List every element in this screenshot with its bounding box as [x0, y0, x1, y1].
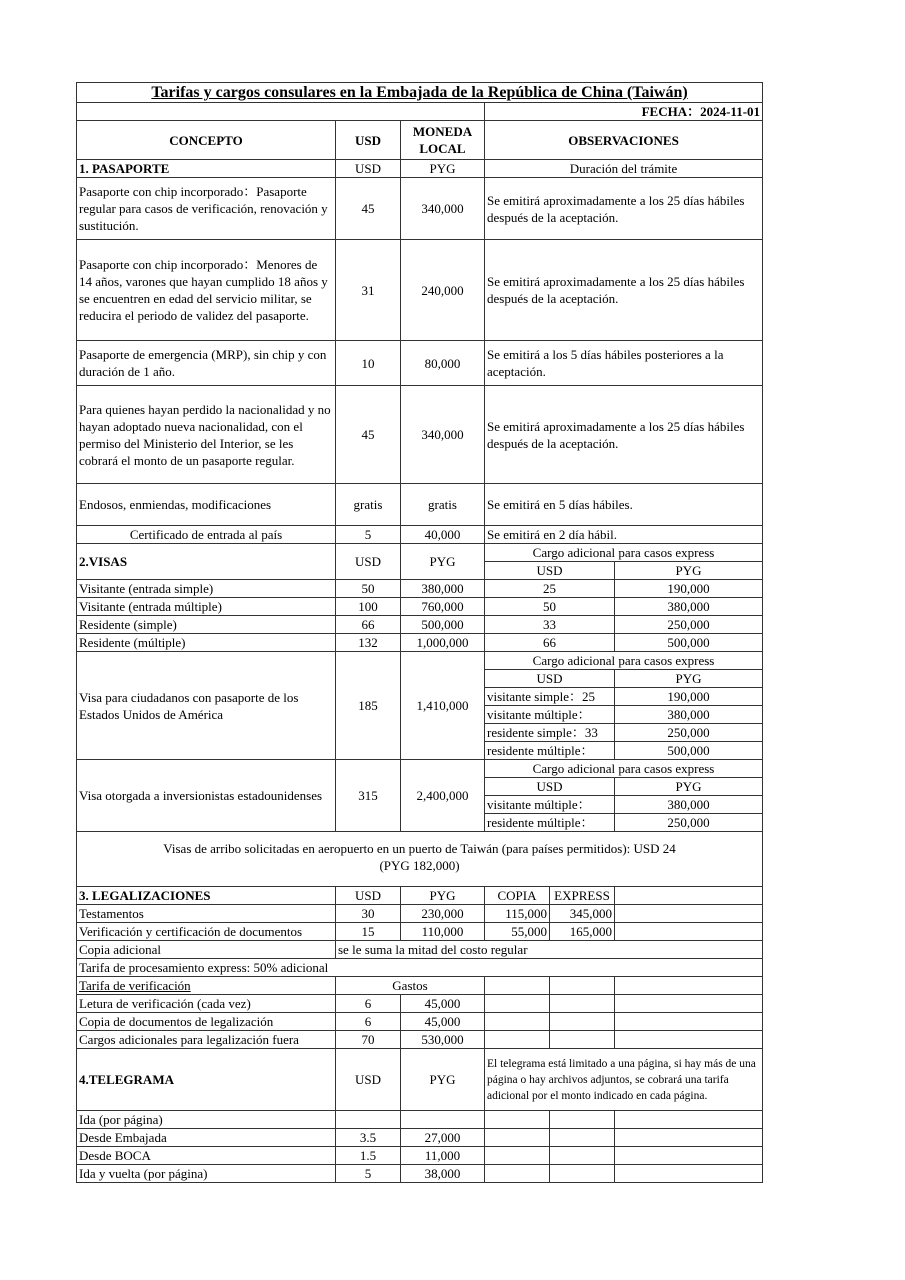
empty-cell [485, 1111, 550, 1129]
usd-cell [336, 1111, 401, 1129]
empty-cell [615, 1031, 763, 1049]
concepto-cell: Residente (múltiple) [77, 634, 336, 652]
express-pyg-header: PYG [615, 778, 763, 796]
copia-adicional-value: se le suma la mitad del costo regular [336, 941, 763, 959]
pyg-cell: 110,000 [401, 923, 485, 941]
usd-cell: 70 [336, 1031, 401, 1049]
express-pyg-cell: 250,000 [615, 616, 763, 634]
section-legalizaciones: 3. LEGALIZACIONES [77, 887, 336, 905]
usd-cell: 45 [336, 386, 401, 484]
table-row [77, 1031, 763, 1049]
express-title: Cargo adicional para casos express [485, 544, 763, 562]
table-row [77, 941, 763, 959]
pyg-cell: 27,000 [401, 1129, 485, 1147]
header-moneda-local: MONEDA LOCAL [401, 121, 485, 160]
usd-cell: 315 [336, 760, 401, 832]
table-row [77, 580, 763, 598]
concepto-cell: Ida (por página) [77, 1111, 336, 1129]
table-row [77, 341, 763, 386]
usd-cell: 66 [336, 616, 401, 634]
empty-cell [550, 977, 615, 995]
express-note: Tarifa de procesamiento express: 50% adicional [77, 959, 763, 977]
express-pyg-header: PYG [615, 670, 763, 688]
gastos-label: Gastos [336, 977, 485, 995]
empty-cell [485, 1147, 550, 1165]
pyg-cell: 1,410,000 [401, 652, 485, 760]
concepto-cell: Copia de documentos de legalización [77, 1013, 336, 1031]
verificacion-label: Tarifa de verificación [77, 977, 336, 995]
express-usd-cell: 66 [485, 634, 615, 652]
table-row [77, 1165, 763, 1183]
pyg-cell: 38,000 [401, 1165, 485, 1183]
express-label-cell: visitante múltiple： [485, 706, 615, 724]
empty-cell [550, 1111, 615, 1129]
usd-cell: gratis [336, 484, 401, 526]
concepto-cell: Visitante (entrada simple) [77, 580, 336, 598]
pyg-cell: 1,000,000 [401, 634, 485, 652]
usd-cell: 132 [336, 634, 401, 652]
concepto-cell: Pasaporte con chip incorporado：Pasaporte regular para casos de verificación, renovación y sustitución. [77, 178, 336, 240]
arrival-note-line1: Visas de arribo solicitadas en aeropuerto en un puerto de Taiwán (para países permitidos): USD 24 [163, 841, 676, 856]
express-usd-header: USD [485, 778, 615, 796]
col-pyg: PYG [401, 1049, 485, 1111]
pyg-cell: 45,000 [401, 995, 485, 1013]
express-label-cell: residente múltiple： [485, 742, 615, 760]
obs-cell: Se emitirá aproximadamente a los 25 días hábiles después de la aceptación. [485, 386, 763, 484]
pyg-cell: 40,000 [401, 526, 485, 544]
express-cell: 345,000 [550, 905, 615, 923]
express-label-cell: residente simple：33 [485, 724, 615, 742]
express-pyg-cell: 500,000 [615, 634, 763, 652]
express-label-cell: visitante múltiple： [485, 796, 615, 814]
obs-cell: Se emitirá aproximadamente a los 25 días hábiles después de la aceptación. [485, 240, 763, 341]
concepto-cell: Pasaporte con chip incorporado：Menores de 14 años, varones que hayan cumplido 18 años y se encuentren en edad del servicio militar, se reducira el periodo de validez del pasaporte. [77, 240, 336, 341]
usd-cell: 3.5 [336, 1129, 401, 1147]
usd-cell: 15 [336, 923, 401, 941]
col-usd: USD [336, 887, 401, 905]
empty-cell [615, 1147, 763, 1165]
express-usd-cell: 25 [485, 580, 615, 598]
empty-cell [615, 977, 763, 995]
pyg-cell: 340,000 [401, 386, 485, 484]
table-row [77, 1013, 763, 1031]
express-pyg-cell: 380,000 [615, 706, 763, 724]
empty-cell [485, 995, 550, 1013]
empty-cell [485, 1031, 550, 1049]
header-observaciones: OBSERVACIONES [485, 121, 763, 160]
pyg-cell: 11,000 [401, 1147, 485, 1165]
concepto-cell: Visa para ciudadanos con pasaporte de los Estados Unidos de América [77, 652, 336, 760]
obs-cell: Se emitirá a los 5 días hábiles posteriores a la aceptación. [485, 341, 763, 386]
concepto-cell: Ida y vuelta (por página) [77, 1165, 336, 1183]
usd-cell: 6 [336, 995, 401, 1013]
express-pyg-cell: 380,000 [615, 796, 763, 814]
pyg-cell: 2,400,000 [401, 760, 485, 832]
concepto-cell: Letura de verificación (cada vez) [77, 995, 336, 1013]
table-row [77, 634, 763, 652]
col-usd: USD [336, 160, 401, 178]
section-visas: 2.VISAS [77, 544, 336, 580]
concepto-cell: Pasaporte de emergencia (MRP), sin chip y con duración de 1 año. [77, 341, 336, 386]
empty-cell [550, 1165, 615, 1183]
pyg-cell: 760,000 [401, 598, 485, 616]
table-row [77, 995, 763, 1013]
concepto-cell: Visa otorgada a inversionistas estadounidenses [77, 760, 336, 832]
usd-cell: 10 [336, 341, 401, 386]
empty-cell [615, 905, 763, 923]
pyg-cell: gratis [401, 484, 485, 526]
empty-cell [615, 1111, 763, 1129]
empty-cell [615, 995, 763, 1013]
usd-cell: 100 [336, 598, 401, 616]
col-copia: COPIA [485, 887, 550, 905]
col-pyg: PYG [401, 887, 485, 905]
express-pyg-cell: 250,000 [615, 814, 763, 832]
table-row [77, 905, 763, 923]
usd-cell: 50 [336, 580, 401, 598]
concepto-cell: Certificado de entrada al país [77, 526, 336, 544]
express-pyg-cell: 380,000 [615, 598, 763, 616]
empty-cell [485, 1129, 550, 1147]
table-row [77, 1111, 763, 1129]
concepto-cell: Cargos adicionales para legalización fuera [77, 1031, 336, 1049]
copia-cell: 55,000 [485, 923, 550, 941]
empty-cell [550, 1147, 615, 1165]
usd-cell: 1.5 [336, 1147, 401, 1165]
table-row [77, 616, 763, 634]
usd-cell: 185 [336, 652, 401, 760]
empty-cell [615, 1013, 763, 1031]
empty-cell [550, 1031, 615, 1049]
pyg-cell: 230,000 [401, 905, 485, 923]
table-row [77, 959, 763, 977]
empty-cell [485, 1165, 550, 1183]
empty-cell [615, 1129, 763, 1147]
pyg-cell: 500,000 [401, 616, 485, 634]
concepto-cell: Residente (simple) [77, 616, 336, 634]
arrival-visa-note [77, 832, 763, 887]
pyg-cell: 530,000 [401, 1031, 485, 1049]
col-duracion: Duración del trámite [485, 160, 763, 178]
express-label-cell: residente múltiple： [485, 814, 615, 832]
express-pyg-cell: 250,000 [615, 724, 763, 742]
table-row-investor-visa [77, 760, 763, 778]
consular-fees-table [76, 82, 763, 1183]
pyg-cell: 240,000 [401, 240, 485, 341]
usd-cell: 31 [336, 240, 401, 341]
express-usd-cell: 33 [485, 616, 615, 634]
obs-cell: Se emitirá en 2 día hábil. [485, 526, 763, 544]
table-row [77, 598, 763, 616]
empty-cell [615, 1165, 763, 1183]
copia-cell: 115,000 [485, 905, 550, 923]
telegrama-note: El telegrama está limitado a una página, si hay más de una página o hay archivos adjuntos, se cobrará una tarifa adicional por el monto indicado en cada página. [485, 1049, 763, 1111]
col-express: EXPRESS [550, 887, 615, 905]
express-usd-cell: 50 [485, 598, 615, 616]
header-usd: USD [336, 121, 401, 160]
empty-cell [550, 995, 615, 1013]
table-row [77, 1147, 763, 1165]
empty-cell [615, 887, 763, 905]
concepto-cell: Desde Embajada [77, 1129, 336, 1147]
copia-adicional-label: Copia adicional [77, 941, 336, 959]
table-row [77, 977, 763, 995]
table-row [77, 240, 763, 341]
arrival-note-line2: (PYG 182,000) [379, 858, 460, 873]
express-title: Cargo adicional para casos express [485, 652, 763, 670]
section-pasaporte: 1. PASAPORTE [77, 160, 336, 178]
table-row [77, 484, 763, 526]
empty-cell [550, 1013, 615, 1031]
usd-cell: 5 [336, 526, 401, 544]
section-telegrama: 4.TELEGRAMA [77, 1049, 336, 1111]
express-pyg-cell: 500,000 [615, 742, 763, 760]
express-cell: 165,000 [550, 923, 615, 941]
table-row [77, 386, 763, 484]
pyg-cell: 80,000 [401, 341, 485, 386]
concepto-cell: Endosos, enmiendas, modificaciones [77, 484, 336, 526]
express-pyg-header: PYG [615, 562, 763, 580]
concepto-cell: Verificación y certificación de documentos [77, 923, 336, 941]
express-usd-header: USD [485, 562, 615, 580]
concepto-cell: Visitante (entrada múltiple) [77, 598, 336, 616]
usd-cell: 5 [336, 1165, 401, 1183]
empty-cell [550, 1129, 615, 1147]
pyg-cell: 45,000 [401, 1013, 485, 1031]
table-row-us-visa [77, 652, 763, 670]
empty-cell [485, 977, 550, 995]
obs-cell: Se emitirá aproximadamente a los 25 días hábiles después de la aceptación. [485, 178, 763, 240]
express-title: Cargo adicional para casos express [485, 760, 763, 778]
express-pyg-cell: 190,000 [615, 580, 763, 598]
concepto-cell: Desde BOCA [77, 1147, 336, 1165]
table-row [77, 526, 763, 544]
page-title: Tarifas y cargos consulares en la Embajada de la República de China (Taiwán) [77, 83, 763, 103]
usd-cell: 45 [336, 178, 401, 240]
pyg-cell: 340,000 [401, 178, 485, 240]
table-row [77, 923, 763, 941]
fecha-spacer [77, 103, 485, 121]
pyg-cell: 380,000 [401, 580, 485, 598]
express-usd-header: USD [485, 670, 615, 688]
express-pyg-cell: 190,000 [615, 688, 763, 706]
col-pyg: PYG [401, 160, 485, 178]
concepto-cell: Testamentos [77, 905, 336, 923]
express-label-cell: visitante simple：25 [485, 688, 615, 706]
usd-cell: 30 [336, 905, 401, 923]
usd-cell: 6 [336, 1013, 401, 1031]
col-pyg: PYG [401, 544, 485, 580]
header-concepto: CONCEPTO [77, 121, 336, 160]
concepto-cell: Para quienes hayan perdido la nacionalidad y no hayan adoptado nueva nacionalidad, con el permiso del Ministerio del Interior, se les cobrará el monto de un pasaporte regular. [77, 386, 336, 484]
pyg-cell [401, 1111, 485, 1129]
table-row [77, 178, 763, 240]
fecha-label: FECHA：2024-11-01 [485, 103, 763, 121]
empty-cell [615, 923, 763, 941]
obs-cell: Se emitirá en 5 días hábiles. [485, 484, 763, 526]
col-usd: USD [336, 1049, 401, 1111]
empty-cell [485, 1013, 550, 1031]
col-usd: USD [336, 544, 401, 580]
table-row [77, 1129, 763, 1147]
